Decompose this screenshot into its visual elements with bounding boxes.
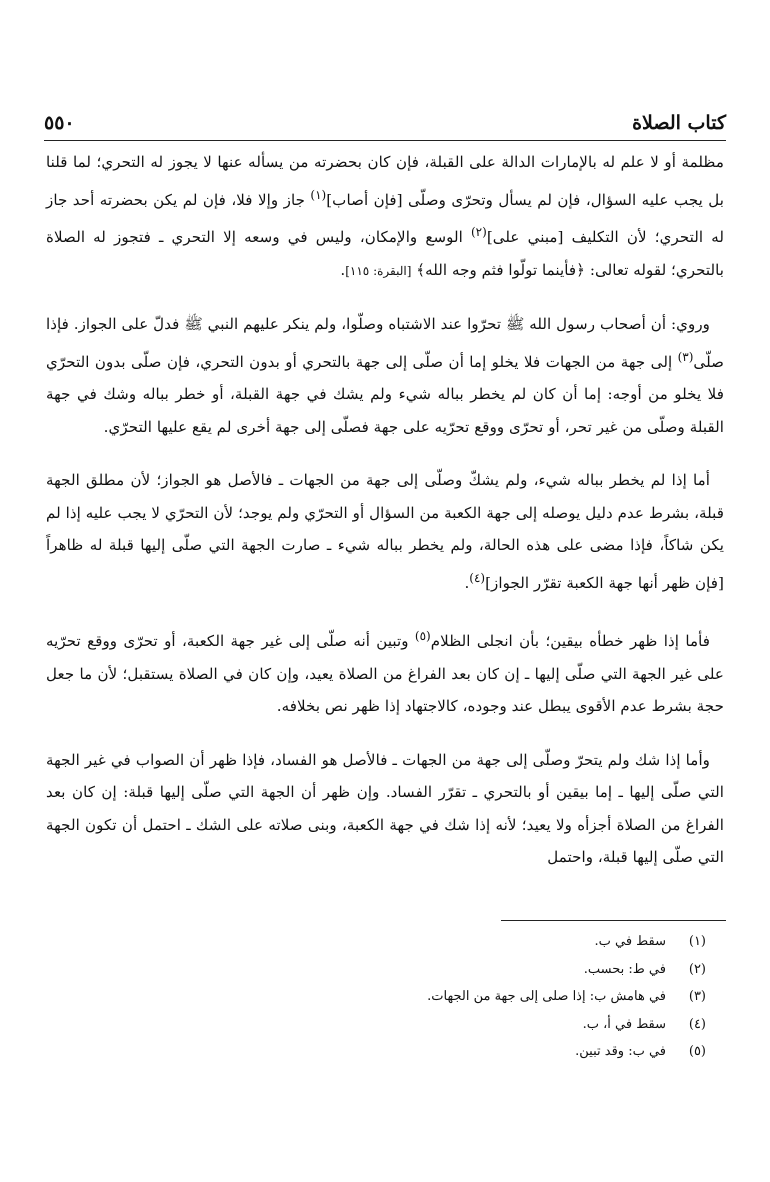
paragraph-1: مظلمة أو لا علم له بالإمارات الدالة على القبلة، فإن كان بحضرته من يسأله عنها لا يجوز له التحري؛ لما قلنا بل يجب عليه السؤال، فإن لم يسأل وتحرّى وصلّى [فإن أصاب]$^{(١)}$ جاز وإلا فلا، فإن لم يكن بحضرته أحد جاز له التحري؛ لأن التكليف [مبني على]$^{(٢)}$ الوسع والإمكان، وليس في وسعه إلا التحري ـ فتجوز له الصلاة بالتحري؛ لقوله تعالى: ﴿فأينما تولّوا فثم وجه الله﴾ [البقرة: ١١٥]. <box>46 153 725 279</box>
footnote-ref: (١) <box>310 187 327 202</box>
footnote-rule <box>501 920 726 921</box>
paragraph-4: فأما إذا ظهر خطأه بيقين؛ بأن انجلى الظلام$^{(٥)}$ وتبين أنه صلّى إلى غير جهة الكعبة، أو تحرّى ووقع تحرّيه على غير الجهة التي صلّى إليها ـ إن كان بعد الفراغ من الصلاة يعيد، وإن كان في الصلاة يستقبل؛ لأن ما جعل حجة بشرط عدم الأقوى يبطل عند وجوده، كالاجتهاد إذا ظهر نص بخلافه. <box>46 629 724 716</box>
main-text <box>46 146 724 895</box>
footnote-ref: (٥) <box>414 629 431 644</box>
paragraph-3: أما إذا لم يخطر بباله شيء، ولم يشكّ وصلّى إلى جهة من الجهات ـ فالأصل هو الجواز؛ لأن مطلق الجهة قبلة، بشرط عدم دليل يوصله إلى جهة الكعبة من السؤال أو التحرّي ولم يوجد؛ لأن التحرّي لا يجب عليه إذا لم يكن شاكاً، فإذا مضى على هذه الحالة، ولم يخطر بباله شيء ـ صارت الجهة التي صلّى إليها قبلة له ظاهراً [فإن ظهر أنها جهة الكعبة تقرّر الجواز]$^{(٤)}$. <box>46 471 724 592</box>
footnote: (٤) سقط في أ، ب. <box>582 1016 706 1032</box>
quran-reference: [البقرة: ١١٥] <box>345 263 412 278</box>
page-header <box>44 100 726 134</box>
footnote: (٢) في ط: بحسب. <box>583 961 706 977</box>
paragraph-2: وروي: أن أصحاب رسول الله ﷺ تحرّوا عند الاشتباه وصلّوا، ولم ينكر عليهم النبي ﷺ فدلّ على الجواز. فإذا صلّى$^{(٣)}$ إلى جهة من الجهات فلا يخلو إما أن صلّى إلى جهة بالتحري أو بدون التحري، فإن صلّى بدون التحرّي فلا يخلو من أوجه: إما أن كان لم يخطر بباله شيء ولم يشك في جهة القبلة، أو خطر بباله وشك في جهة القبلة وصلّى من غير تحر، أو تحرّى ووقع تحرّيه على جهة فصلّى إلى جهة أخرى لم يقع عليها التحرّي. <box>46 315 724 436</box>
footnote-ref: (٢) <box>470 225 487 240</box>
page-number: ٥٥٠ <box>44 112 75 134</box>
chapter-title: كتاب الصلاة <box>632 112 726 134</box>
footnote-ref: (٣) <box>677 349 694 364</box>
header-rule <box>44 140 726 141</box>
footnote: (١) سقط في ب. <box>594 934 706 949</box>
footnote: (٥) في ب: وقد تبين. <box>575 1044 706 1059</box>
footnote-ref: (٤) <box>469 570 486 585</box>
paragraph-5: وأما إذا شك ولم يتحرّ وصلّى إلى جهة من الجهات ـ فالأصل هو الفساد، فإذا ظهر أن الصواب في غير الجهة التي صلّى إليها ـ إما بيقين أو بالتحري ـ تقرّر الفساد. وإن ظهر أن الجهة التي صلّى إليها قبلة: إن كان بعد الفراغ من الصلاة أجزأه ولا يعيد؛ لأنه إذا شك في جهة الكعبة، وبنى صلاته على الشك ـ احتمل أن تكون الجهة التي صلّى إليها قبلة، واحتمل <box>46 750 724 867</box>
footnotes <box>106 928 706 1066</box>
footnote: (٣) في هامش ب: إذا صلى إلى جهة من الجهات. <box>427 989 706 1004</box>
